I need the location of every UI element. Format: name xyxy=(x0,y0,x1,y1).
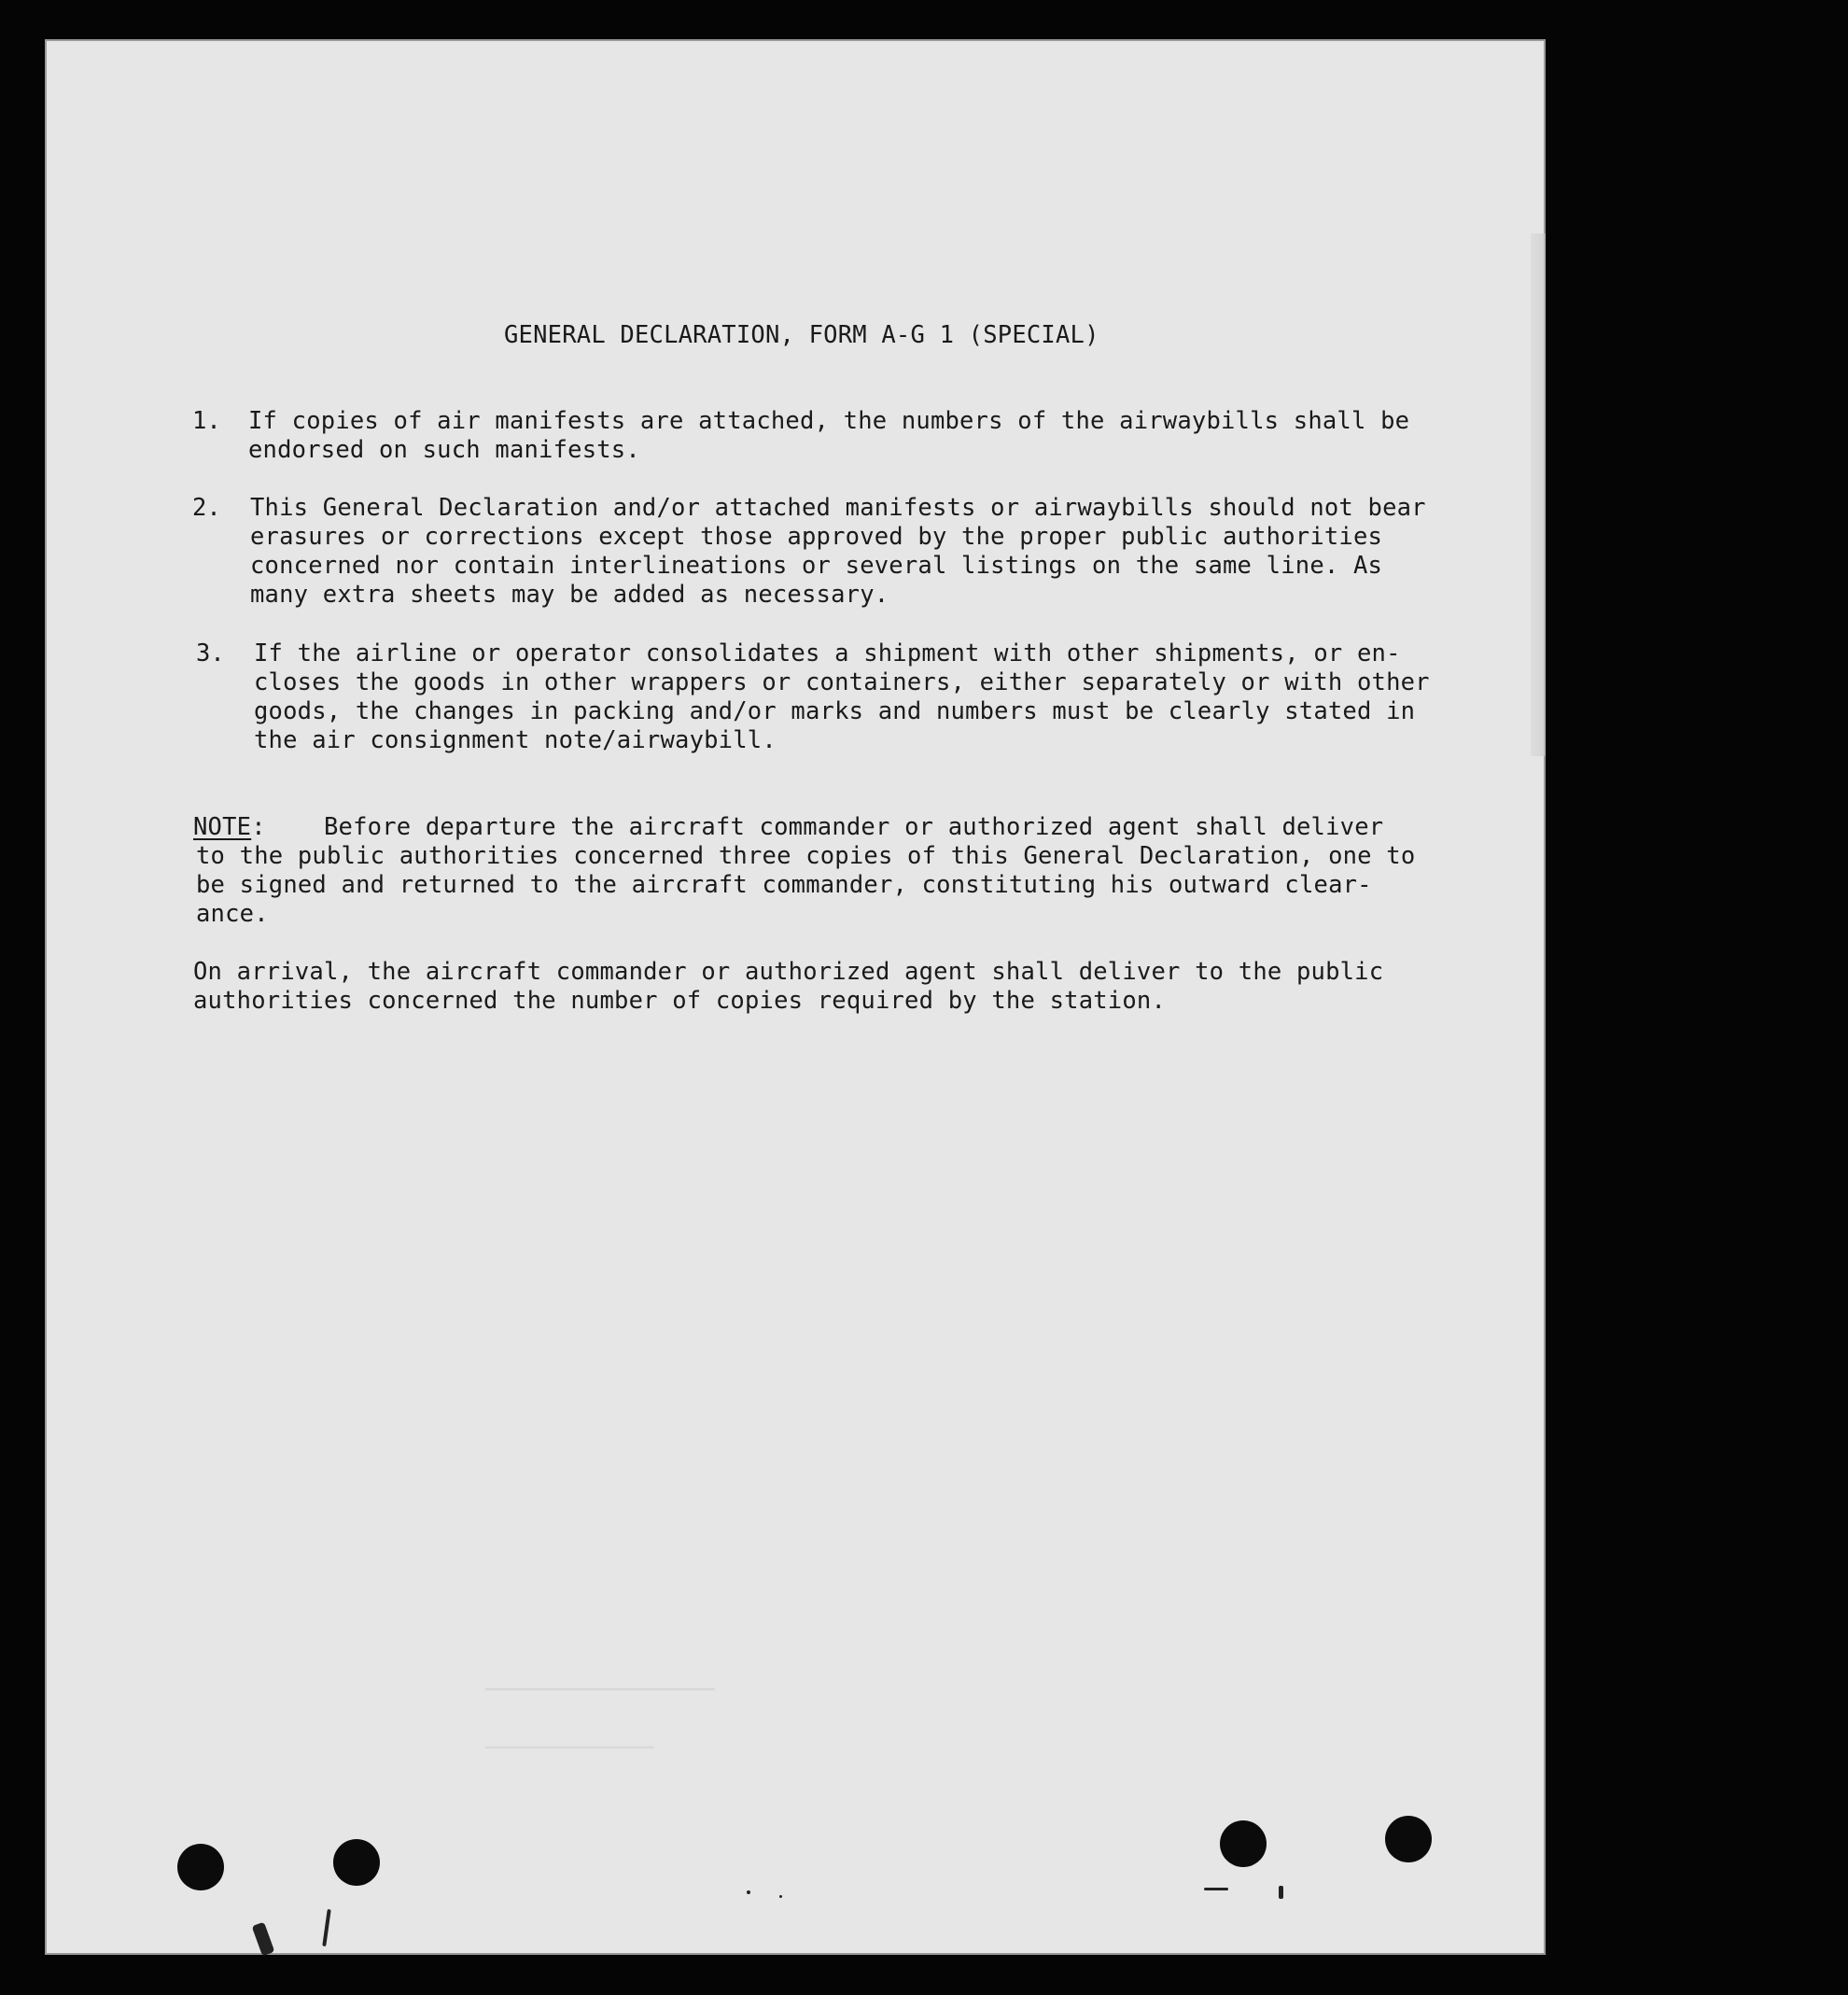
item-text: This General Declaration and/or attached manifests or airwaybills should not bear erasures or corrections except those approved by the proper public authorities concerned nor contain interlineations or several listings on the same line. As many extra sheets may be added as necessary. xyxy=(250,494,1426,609)
item-number: 3. xyxy=(196,639,225,667)
bleed-through-mark: ──────────── xyxy=(485,1671,715,1708)
item-text: If the airline or operator consolidates a shipment with other shipments, or en- closes the goods in other wrappers or containers, either separately or with other goods, the changes in packing and/or marks and numbers must be clearly stated in the air consignment note/airwaybill. xyxy=(254,639,1430,754)
note-first-line: Before departure the aircraft commander or authorized agent shall deliver xyxy=(265,813,1384,841)
punch-hole xyxy=(333,1839,380,1886)
page-edge-shadow xyxy=(1531,233,1546,756)
punch-hole xyxy=(1220,1820,1267,1867)
punch-hole xyxy=(177,1844,224,1890)
document-title: GENERAL DECLARATION, FORM A-G 1 (SPECIAL) xyxy=(504,321,1099,349)
note-paragraph xyxy=(193,813,1383,842)
note-continuation: to the public authorities concerned three copies of this General Declaration, one to be signed and returned to the aircraft commander, constituting his outward clear- ance. xyxy=(196,842,1416,928)
note-label: NOTE xyxy=(193,813,252,841)
ink-mark xyxy=(1279,1886,1283,1899)
item-number: 2. xyxy=(192,494,221,522)
punch-hole xyxy=(1385,1816,1432,1862)
ink-mark xyxy=(779,1895,782,1898)
item-number: 1. xyxy=(192,407,221,435)
ink-mark xyxy=(747,1890,750,1894)
ink-mark xyxy=(1204,1888,1228,1890)
item-text: If copies of air manifests are attached, the numbers of the airwaybills shall be endorsed on such manifests. xyxy=(248,407,1410,464)
note-colon: : xyxy=(251,813,266,841)
bleed-through-mark: ────────── xyxy=(485,1732,654,1764)
arrival-paragraph: On arrival, the aircraft commander or authorized agent shall deliver to the public authorities concerned the number of copies required by the station. xyxy=(193,958,1384,1015)
